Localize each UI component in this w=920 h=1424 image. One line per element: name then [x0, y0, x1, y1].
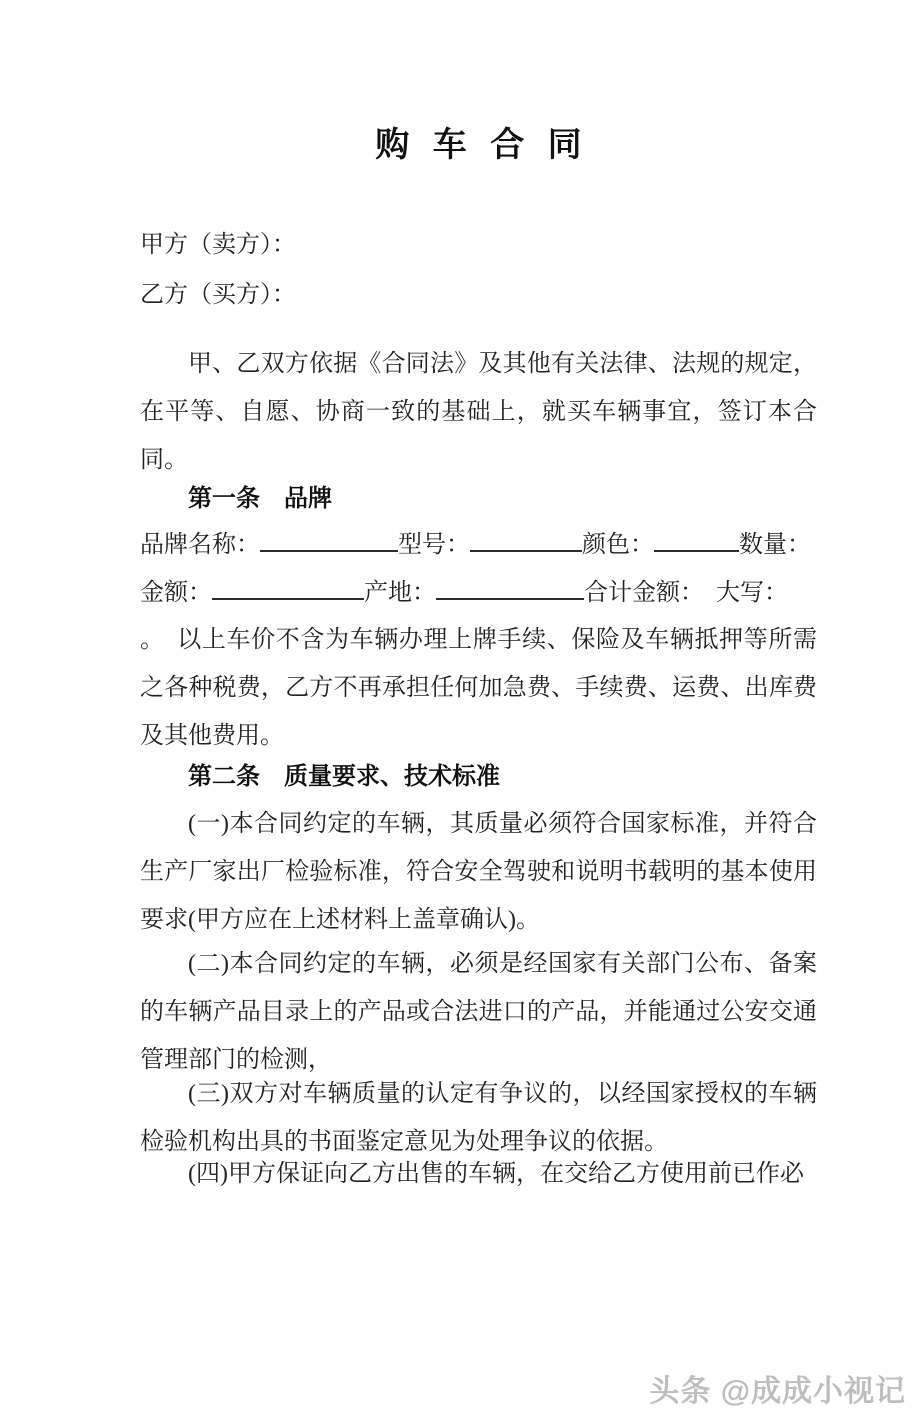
total-amount-label: 合计金额：	[584, 580, 704, 606]
brand-name-label: 品牌名称：	[140, 532, 260, 558]
document-title: 购 车 合 同	[375, 126, 582, 164]
price-note-paragraph: 。 以上车价不含为车辆办理上牌手续、保险及车辆抵押等所需之各种税费，乙方不再承担任何加急费、手续费、运费、出库费及其他费用。	[140, 627, 817, 749]
clause-paragraph-4: (四)甲方保证向乙方出售的车辆，在交给乙方使用前已作必	[188, 1161, 804, 1187]
color-label: 颜色：	[582, 532, 654, 558]
contract-document	[140, 122, 817, 1198]
model-label: 型号：	[398, 532, 470, 558]
clause-paragraph-1: (一)本合同约定的车辆，其质量必须符合国家标准，并符合生产厂家出厂检验标准，符合安全驾驶和说明书载明的基本使用要求(甲方应在上述材料上盖章确认)。	[140, 811, 817, 933]
clause-paragraph-3: (三)双方对车辆质量的认定有争议的，以经国家授权的车辆检验机构出具的书面鉴定意见为处理争议的依据。	[140, 1081, 817, 1155]
capital-amount-label: 大写：	[716, 580, 788, 606]
origin-label: 产地：	[364, 580, 436, 606]
preamble-paragraph: 甲、乙双方依据《合同法》及其他有关法律、法规的规定，在平等、自愿、协商一致的基础上，就买车辆事宜，签订本合同。	[140, 351, 817, 473]
parties-block	[140, 220, 817, 320]
brand-form-line-2	[140, 569, 817, 617]
watermark-text: 头条 @成成小视记	[649, 1375, 906, 1408]
brand-name-blank	[260, 526, 398, 552]
article2-heading: 第二条 质量要求、技术标准	[188, 763, 500, 790]
article1-heading: 第一条 品牌	[188, 485, 332, 512]
color-blank	[654, 526, 739, 552]
party-a-line: 甲方（卖方）：	[140, 232, 296, 258]
clause-paragraph-2: (二)本合同约定的车辆，必须是经国家有关部门公布、备案的车辆产品目录上的产品或合法进口的产品，并能通过公安交通管理部门的检测，	[140, 951, 817, 1073]
model-blank	[470, 526, 582, 552]
brand-form-line-1	[140, 521, 817, 569]
party-b-line: 乙方（买方）：	[140, 282, 296, 308]
amount-label: 金额：	[140, 580, 212, 606]
amount-blank	[212, 574, 364, 600]
origin-blank	[436, 574, 584, 600]
quantity-label: 数量：	[739, 532, 811, 558]
